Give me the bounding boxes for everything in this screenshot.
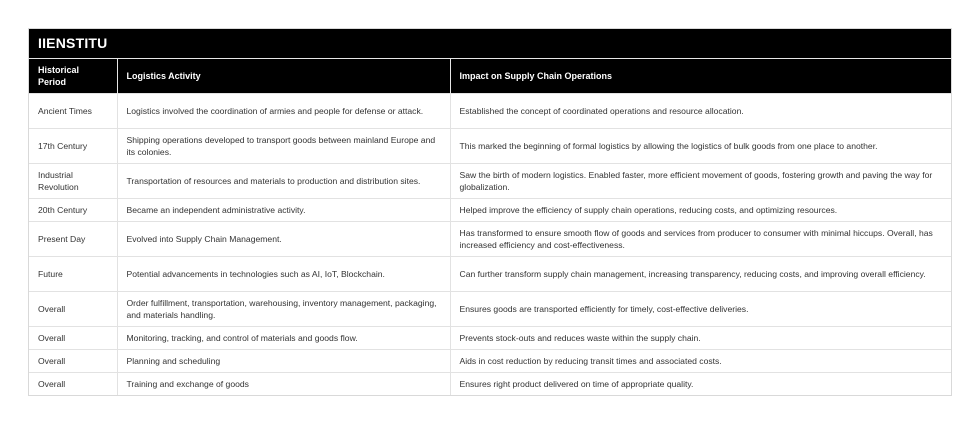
activity-cell: Order fulfillment, transportation, warehousing, inventory management, packaging, and materials handling. [117, 292, 450, 327]
period-cell: Overall [29, 350, 117, 373]
impact-cell: Helped improve the efficiency of supply chain operations, reducing costs, and optimizing resources. [450, 199, 951, 222]
period-cell: 20th Century [29, 199, 117, 222]
period-cell: 17th Century [29, 129, 117, 164]
activity-cell: Training and exchange of goods [117, 373, 450, 396]
table-row [29, 222, 951, 257]
table-row [29, 257, 951, 292]
table-row [29, 199, 951, 222]
period-cell: Future [29, 257, 117, 292]
impact-cell: Established the concept of coordinated operations and resource allocation. [450, 94, 951, 129]
activity-cell: Shipping operations developed to transport goods between mainland Europe and its colonies. [117, 129, 450, 164]
impact-cell: This marked the beginning of formal logistics by allowing the logistics of bulk goods from one place to another. [450, 129, 951, 164]
period-cell: Overall [29, 327, 117, 350]
activity-cell: Transportation of resources and materials to production and distribution sites. [117, 164, 450, 199]
header-row [29, 59, 951, 94]
period-cell: Overall [29, 292, 117, 327]
table-card [28, 28, 952, 396]
table-row [29, 164, 951, 199]
table-row [29, 373, 951, 396]
activity-cell: Monitoring, tracking, and control of materials and goods flow. [117, 327, 450, 350]
impact-cell: Ensures right product delivered on time of appropriate quality. [450, 373, 951, 396]
impact-cell: Has transformed to ensure smooth flow of goods and services from producer to consumer with minimal hiccups. Overall, has increased efficiency and cost-effectiveness. [450, 222, 951, 257]
period-cell: Ancient Times [29, 94, 117, 129]
table-row [29, 292, 951, 327]
period-cell: Industrial Revolution [29, 164, 117, 199]
table-row [29, 350, 951, 373]
impact-cell: Ensures goods are transported efficiently for timely, cost-effective deliveries. [450, 292, 951, 327]
table-row [29, 327, 951, 350]
activity-cell: Planning and scheduling [117, 350, 450, 373]
period-cell: Present Day [29, 222, 117, 257]
activity-cell: Logistics involved the coordination of armies and people for defense or attack. [117, 94, 450, 129]
period-cell: Overall [29, 373, 117, 396]
table-row [29, 94, 951, 129]
header-logistics-activity: Logistics Activity [117, 59, 450, 94]
impact-cell: Can further transform supply chain management, increasing transparency, reducing costs, and improving overall efficiency. [450, 257, 951, 292]
impact-cell: Prevents stock-outs and reduces waste within the supply chain. [450, 327, 951, 350]
activity-cell: Became an independent administrative activity. [117, 199, 450, 222]
activity-cell: Potential advancements in technologies such as AI, IoT, Blockchain. [117, 257, 450, 292]
header-historical-period: Historical Period [29, 59, 117, 94]
impact-cell: Aids in cost reduction by reducing transit times and associated costs. [450, 350, 951, 373]
brand-title: IIENSTITU [29, 29, 951, 59]
activity-cell: Evolved into Supply Chain Management. [117, 222, 450, 257]
impact-cell: Saw the birth of modern logistics. Enabled faster, more efficient movement of goods, fostering growth and paving the way for globalization. [450, 164, 951, 199]
table-row [29, 129, 951, 164]
history-table [29, 59, 951, 395]
header-impact: Impact on Supply Chain Operations [450, 59, 951, 94]
